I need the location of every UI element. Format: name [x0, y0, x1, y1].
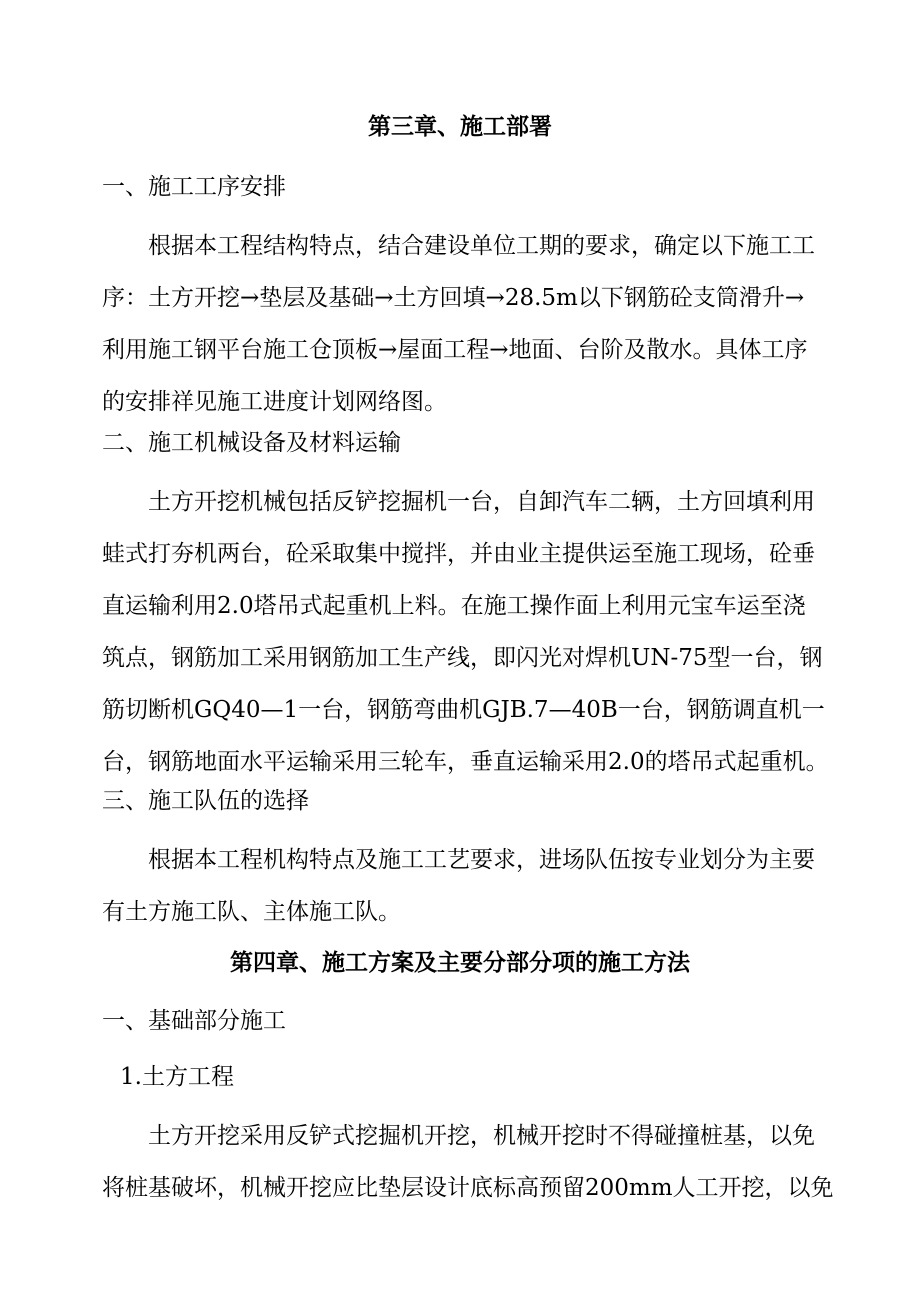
paragraph-line: 的安排祥见施工进度计划网络图。	[102, 389, 447, 415]
paragraph-line: 土方开挖机械包括反铲挖掘机一台，自卸汽车二辆，土方回填利用	[148, 489, 815, 515]
chapter3-section2-heading: 二、施工机械设备及材料运输	[102, 430, 401, 456]
paragraph-line: 蛙式打夯机两台，砼采取集中搅拌，并由业主提供运至施工现场，砼垂	[102, 541, 815, 567]
paragraph-line: 筋切断机GQ40—1一台，钢筋弯曲机GJB.7—40B一台，钢筋调直机一	[102, 697, 825, 723]
paragraph-line: 根据本工程机构特点及施工工艺要求，进场队伍按专业划分为主要	[148, 847, 815, 873]
chapter3-section1-heading: 一、施工工序安排	[102, 174, 286, 200]
paragraph-line: 土方开挖采用反铲式挖掘机开挖，机械开挖时不得碰撞桩基，以免	[148, 1123, 815, 1149]
chapter3-title: 第三章、施工部署	[368, 113, 552, 140]
paragraph-line: 直运输利用2.0塔吊式起重机上料。在施工操作面上利用元宝车运至浇	[102, 593, 806, 619]
paragraph-line: 根据本工程结构特点，结合建设单位工期的要求，确定以下施工工	[148, 233, 815, 259]
paragraph-line: 利用施工钢平台施工仓顶板→屋面工程→地面、台阶及散水。具体工序	[102, 337, 808, 363]
paragraph-line: 有土方施工队、主体施工队。	[102, 899, 401, 925]
paragraph-line: 台，钢筋地面水平运输采用三轮车，垂直运输采用2.0的塔吊式起重机。	[102, 749, 829, 775]
paragraph-line: 筑点，钢筋加工采用钢筋加工生产线，即闪光对焊机UN-75型一台，钢	[102, 645, 823, 671]
paragraph-line: 序：土方开挖→垫层及基础→土方回填→28.5m以下钢筋砼支筒滑升→	[102, 285, 805, 311]
chapter4-sub1-heading: 1.土方工程	[120, 1064, 234, 1090]
chapter4-title: 第四章、施工方案及主要分部分项的施工方法	[230, 949, 690, 976]
chapter4-section1-heading: 一、基础部分施工	[102, 1008, 286, 1034]
chapter3-section2-paragraph	[102, 476, 829, 788]
chapter3-section3-paragraph	[102, 834, 822, 938]
chapter3-section1-paragraph	[102, 220, 822, 428]
paragraph-line: 将桩基破坏，机械开挖应比垫层设计底标高预留200mm人工开挖，以免	[102, 1175, 834, 1201]
chapter4-sub1-paragraph	[102, 1110, 834, 1214]
chapter3-section3-heading: 三、施工队伍的选择	[102, 788, 309, 814]
